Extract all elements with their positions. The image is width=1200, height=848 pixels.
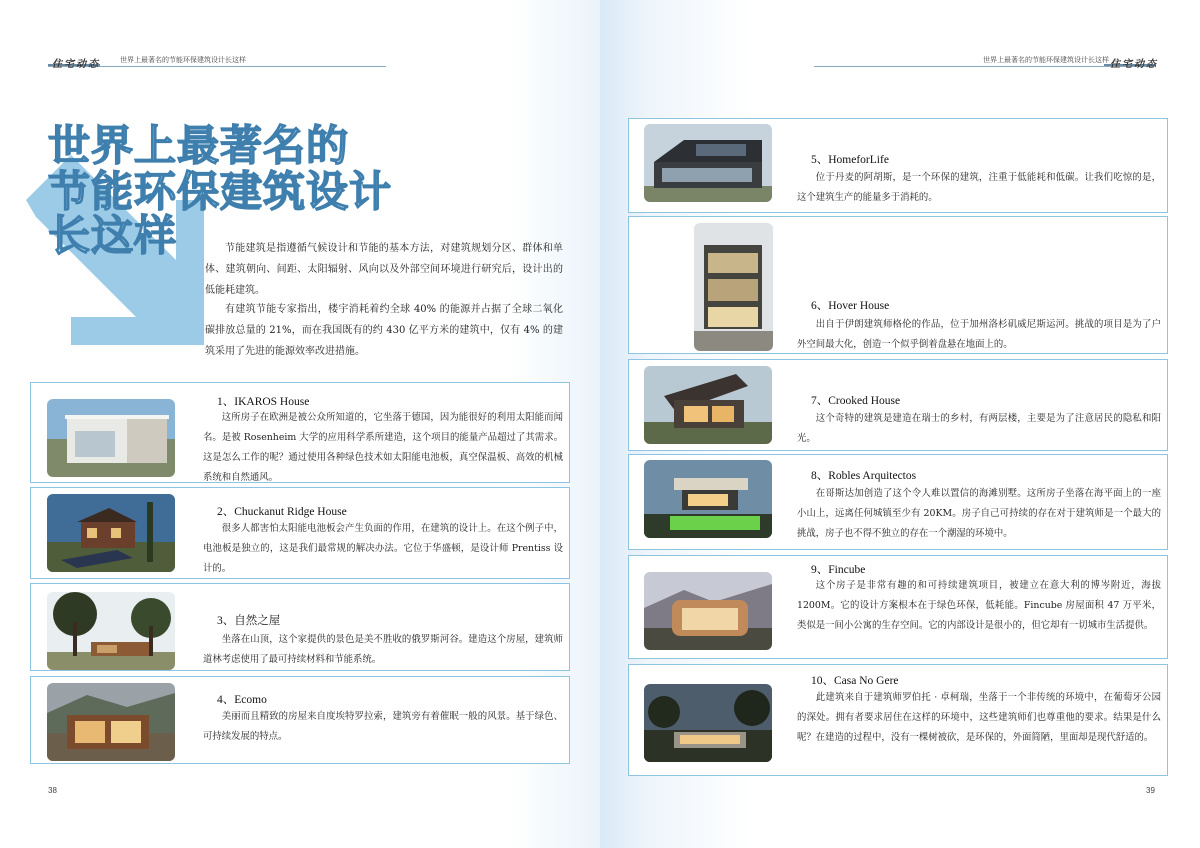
house-title-3: 3、自然之屋 [217, 615, 281, 627]
house-title-9: 9、Fincube [811, 564, 866, 576]
house-text-5: 位于丹麦的阿胡斯，是一个环保的建筑，注重于低能耗和低碳。让我们吃惊的是，这个建筑生产的能量多于消耗的。 [797, 172, 1161, 203]
homeforlife-photo [644, 124, 772, 202]
header-rule [814, 66, 1154, 67]
nature-house-photo [47, 592, 175, 670]
house-title-6: 6、Hover House [811, 300, 890, 312]
crooked-house-photo [644, 366, 772, 444]
intro-paragraph-1: 节能建筑是指遵循气候设计和节能的基本方法，对建筑规划分区、群体和单体、建筑朝向、间距、太阳辐射、风向以及外部空间环境进行研究后，设计出的低能耗建筑。 [205, 243, 563, 296]
ecomo-photo [47, 683, 175, 761]
ikaros-house-photo [47, 399, 175, 477]
house-title-5: 5、HomeforLife [811, 154, 889, 166]
house-card-8 [628, 454, 1168, 550]
house-card-7 [628, 359, 1168, 451]
house-text-10: 此建筑来自于建筑师罗伯托 · 卓柯瑞，坐落于一个非传统的环境中，在葡萄牙公园的深处。拥有者要求居住在这样的环境中，这些建筑师们也尊重他的要求。结果是什么呢？在建造的过程中，没有一棵树被砍，是环保的，外面简陋，里面却是现代舒适的。 [797, 692, 1161, 743]
house-text-7: 这个奇特的建筑是建造在瑞士的乡村，有两层楼，主要是为了注意居民的隐私和阳光。 [797, 413, 1161, 444]
house-card-6 [628, 216, 1168, 354]
house-text-4: 美丽而且精致的房屋来自度埃特罗拉索，建筑旁有着催眠一般的风景。基于绿色、可持续发展的特点。 [203, 711, 563, 742]
house-card-4 [30, 676, 570, 764]
house-card-5 [628, 118, 1168, 213]
title-line-1: 世界上最著名的 [48, 121, 350, 170]
running-header: 世界上最著名的节能环保建筑设计长这样 [120, 57, 246, 64]
house-title-2: 2、Chuckanut Ridge House [217, 506, 347, 518]
casa-no-gere-photo [644, 684, 772, 762]
title-line-2: 节能环保建筑设计 [48, 167, 393, 216]
house-card-1 [30, 382, 570, 483]
house-card-9 [628, 555, 1168, 659]
house-text-2: 很多人都害怕太阳能电池板会产生负面的作用，在建筑的设计上。在这个例子中，电池板是独立的，这是我们最常规的解决办法。它位于华盛顿，是设计师 Prentiss 设计的。 [203, 523, 563, 574]
house-title-8: 8、Robles Arquitectos [811, 470, 917, 482]
page-number-left: 38 [48, 786, 57, 795]
magazine-logo: 住宅动态 [52, 59, 100, 70]
chuckanut-ridge-house-photo [47, 494, 175, 572]
house-text-6: 出自于伊朗建筑师格伦的作品，位于加州洛杉矶威尼斯运河。挑战的项目是为了户外空间最大化，创造一个似乎倒着盘悬在地面上的。 [797, 319, 1161, 350]
house-card-3 [30, 583, 570, 671]
magazine-logo: 住宅动态 [1110, 59, 1158, 70]
title-line-3: 长这样 [48, 211, 178, 260]
house-title-4: 4、Ecomo [217, 694, 267, 706]
running-header: 世界上最著名的节能环保建筑设计长这样 [983, 57, 1109, 64]
right-page [600, 0, 1200, 848]
intro-paragraph-2: 有建筑节能专家指出，楼宇消耗着约全球 40% 的能源并占据了全球二氧化碳排放总量的 21%，而在我国既有的约 430 亿平方米的建筑中，仅有 4% 的建筑采用了先进的能源效率改进措施。 [205, 304, 563, 357]
house-title-10: 10、Casa No Gere [811, 675, 899, 687]
house-text-1: 这所房子在欧洲是被公众所知道的，它坐落于德国，因为能很好的利用太阳能而闻名。是被 Rosenheim 大学的应用科学系所建造，这个项目的能量产品超过了其需求。这是怎么工作的呢？通过使用各种绿色技术如太阳能电池板，真空保温板、高效的机械系统和自然通风。 [203, 412, 563, 483]
house-card-2 [30, 487, 570, 579]
house-text-9: 这个房子是非常有趣的和可持续建筑项目，被建立在意大利的博岑附近，海拔 1200M。它的设计方案根本在于绿色环保，低耗能。Fincube 房屋面积 47 万平米，类似是一间小公寓的生存空间。它的内部设计是很小的，但它却有一切城市生活提供。 [797, 580, 1161, 631]
house-title-1: 1、IKAROS House [217, 396, 310, 408]
house-title-7: 7、Crooked House [811, 395, 901, 407]
hover-house-photo [694, 223, 773, 351]
fincube-photo [644, 572, 772, 650]
house-card-10 [628, 664, 1168, 776]
robles-arquitectos-photo [644, 460, 772, 538]
house-text-8: 在哥斯达加创造了这个令人难以置信的海滩别墅。这所房子坐落在海平面上的一座小山上，远离任何城镇至少有 20KM。房子自己可持续的存在对于建筑师是一个最大的挑战，房子也不得不独立的存在一个潮湿的环境中。 [797, 488, 1161, 539]
page-number-right: 39 [1146, 786, 1155, 795]
house-text-3: 坐落在山顶，这个家提供的景色是美不胜收的俄罗斯河谷。建造这个房屋，建筑师道林考虑使用了最可持续材料和节能系统。 [203, 634, 563, 665]
